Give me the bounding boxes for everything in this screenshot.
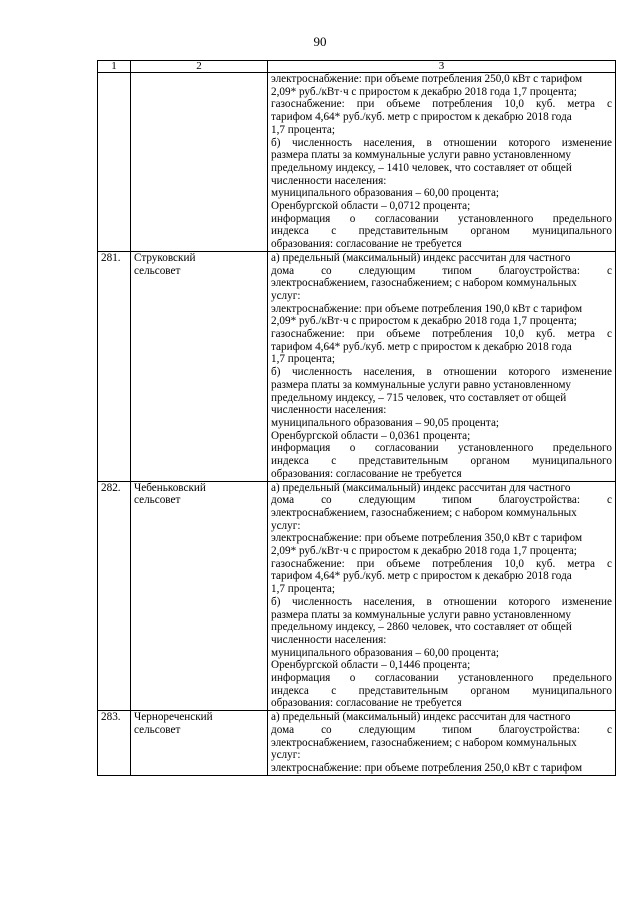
row-number [98, 73, 131, 252]
description-line: информация о согласовании установленного предельного [271, 442, 612, 455]
description-line: образования: согласование не требуется [271, 467, 462, 480]
index-description [268, 251, 616, 481]
municipal-index-table [97, 60, 616, 776]
description-line: б) численность населения, в отношении которого изменение [271, 366, 612, 379]
description-line: индекса с представительным органом муниципального [271, 455, 612, 468]
description-line: численности населения: [271, 174, 387, 187]
description-line: 2,09* руб./кВт·ч с приростом к декабрю 2018 года 1,7 процента; [271, 85, 577, 98]
index-description [268, 481, 616, 711]
description-line: тарифом 4,64* руб./куб. метр с приростом к декабрю 2018 года [271, 340, 572, 353]
description-line: услуг: [271, 519, 301, 532]
municipality-name [131, 251, 268, 481]
description-line: информация о согласовании установленного предельного [271, 212, 612, 225]
description-line: газоснабжение: при объеме потребления 10,0 куб. метра с [271, 328, 612, 341]
description-line: б) численность населения, в отношении которого изменение [271, 595, 612, 608]
table-row [98, 711, 616, 776]
description-line: размера платы за коммунальные услуги равно установленному [271, 378, 572, 391]
description-line: электроснабжением, газоснабжением; с набором коммунальных [271, 506, 577, 519]
description-line: газоснабжение: при объеме потребления 10,0 куб. метра с [271, 557, 612, 570]
description-line: 2,09* руб./кВт·ч с приростом к декабрю 2018 года 1,7 процента; [271, 545, 577, 558]
description-line: дома со следующим типом благоустройства: с [271, 723, 612, 736]
index-description [268, 711, 616, 776]
description-line: размера платы за коммунальные услуги равно установленному [271, 608, 572, 621]
header-col-3: 3 [268, 61, 616, 73]
description-line: образования: согласование не требуется [271, 697, 462, 710]
description-line: индекса с представительным органом муниципального [271, 684, 612, 697]
municipality-name-line: сельсовет [134, 264, 181, 277]
description-line: муниципального образования – 60,00 процента; [271, 187, 500, 200]
description-line: газоснабжение: при объеме потребления 10,0 куб. метра с [271, 98, 612, 111]
description-line: тарифом 4,64* руб./куб. метр с приростом к декабрю 2018 года [271, 570, 572, 583]
description-line: 1,7 процента; [271, 583, 335, 596]
row-number: 282. [98, 481, 131, 711]
table-header-row [98, 61, 616, 73]
description-line: а) предельный (максимальный) индекс рассчитан для частного [271, 711, 571, 724]
table-row [98, 251, 616, 481]
description-line: электроснабжение: при объеме потребления 190,0 кВт с тарифом [271, 302, 583, 315]
row-number: 281. [98, 251, 131, 481]
description-line: муниципального образования – 60,00 процента; [271, 646, 500, 659]
description-line: а) предельный (максимальный) индекс рассчитан для частного [271, 251, 571, 264]
description-line: электроснабжением, газоснабжением; с набором коммунальных [271, 277, 577, 290]
row-number: 283. [98, 711, 131, 776]
description-line: дома со следующим типом благоустройства: с [271, 494, 612, 507]
description-line: Оренбургской области – 0,1446 процента; [271, 659, 471, 672]
description-line: Оренбургской области – 0,0361 процента; [271, 429, 471, 442]
municipality-name [131, 73, 268, 252]
description-line: предельному индексу, – 1410 человек, что составляет от общей [271, 161, 572, 174]
description-line: 2,09* руб./кВт·ч с приростом к декабрю 2018 года 1,7 процента; [271, 315, 577, 328]
description-line: муниципального образования – 90,05 процента; [271, 416, 500, 429]
municipality-name-line: сельсовет [134, 494, 181, 507]
description-line: численности населения: [271, 633, 387, 646]
description-line: а) предельный (максимальный) индекс рассчитан для частного [271, 481, 571, 494]
description-line: услуг: [271, 289, 301, 302]
municipality-name-line: Чебеньковский [134, 481, 206, 494]
description-line: Оренбургской области – 0,0712 процента; [271, 200, 471, 213]
description-line: 1,7 процента; [271, 353, 335, 366]
index-description [268, 73, 616, 252]
description-line: электроснабжение: при объеме потребления 350,0 кВт с тарифом [271, 532, 583, 545]
description-line: образования: согласование не требуется [271, 238, 462, 251]
description-line: информация о согласовании установленного предельного [271, 672, 612, 685]
description-line: индекса с представительным органом муниципального [271, 225, 612, 238]
description-line: размера платы за коммунальные услуги равно установленному [271, 149, 572, 162]
municipality-name-line: Струковский [134, 251, 196, 264]
description-line: численности населения: [271, 404, 387, 417]
table-row [98, 73, 616, 252]
municipality-name [131, 481, 268, 711]
description-line: дома со следующим типом благоустройства: с [271, 264, 612, 277]
description-line: тарифом 4,64* руб./куб. метр с приростом к декабрю 2018 года [271, 111, 572, 124]
municipality-name [131, 711, 268, 776]
municipality-name-line: Чернореченский [134, 711, 213, 724]
description-line: электроснабжение: при объеме потребления 250,0 кВт с тарифом [271, 761, 583, 774]
description-line: электроснабжение: при объеме потребления 250,0 кВт с тарифом [271, 73, 583, 85]
page-number: 90 [313, 34, 327, 49]
description-line: услуг: [271, 749, 301, 762]
header-col-2: 2 [131, 61, 268, 73]
description-line: предельному индексу, – 2860 человек, что составляет от общей [271, 621, 572, 634]
header-col-1: 1 [98, 61, 131, 73]
description-line: 1,7 процента; [271, 123, 335, 136]
description-line: предельному индексу, – 715 человек, что составляет от общей [271, 391, 567, 404]
municipality-name-line: сельсовет [134, 723, 181, 736]
description-line: электроснабжением, газоснабжением; с набором коммунальных [271, 736, 577, 749]
table-row [98, 481, 616, 711]
description-line: б) численность населения, в отношении которого изменение [271, 136, 612, 149]
